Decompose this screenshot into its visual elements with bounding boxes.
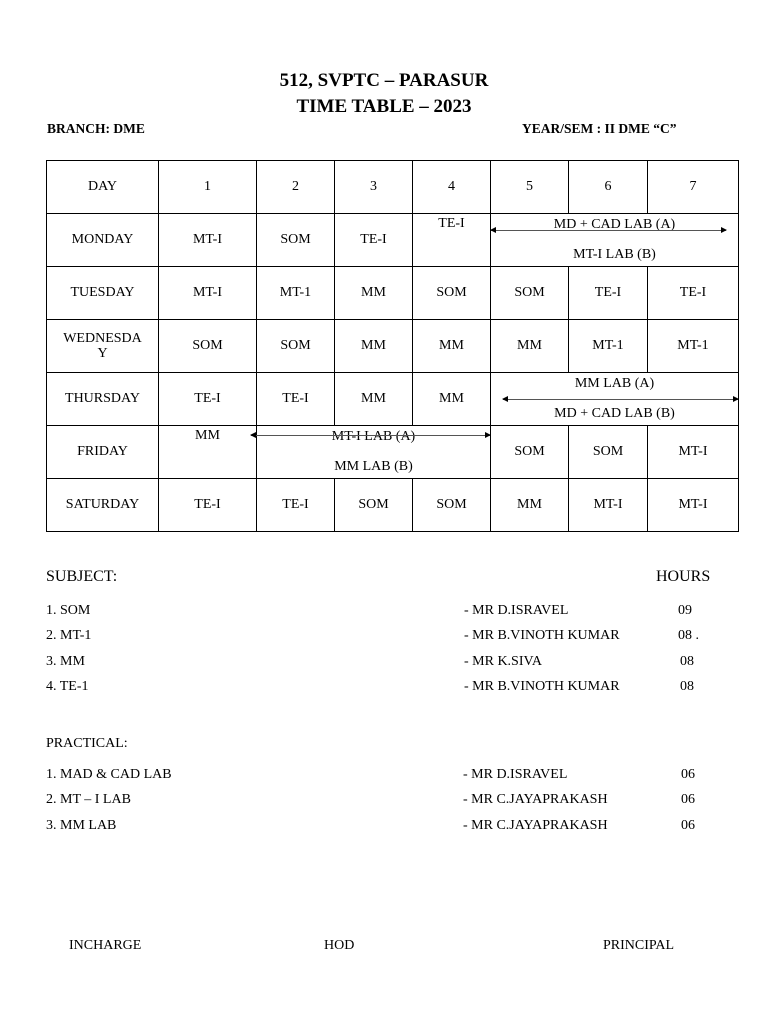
timetable-title: TIME TABLE – 2023 (296, 96, 472, 117)
period-cell: MT-1 (569, 320, 648, 373)
col-header-4: 4 (413, 161, 491, 214)
lab-b-label: MM LAB (B) (334, 458, 413, 474)
practical-staff: - MR D.ISRAVEL (463, 767, 568, 782)
row-monday (47, 214, 739, 267)
period-cell: MM (335, 267, 413, 320)
col-header-6: 6 (569, 161, 648, 214)
incharge-signature-label: INCHARGE (69, 938, 142, 953)
period-cell: MT-1 (257, 267, 335, 320)
lab-a-label: MM LAB (A) (574, 376, 655, 391)
period-cell: SOM (569, 426, 648, 479)
header-row (47, 161, 739, 214)
period-cell: SOM (491, 267, 569, 320)
period-cell: MM (413, 320, 491, 373)
college-title: 512, SVPTC – PARASUR (279, 70, 489, 91)
col-header-7: 7 (648, 161, 739, 214)
period-cell (413, 214, 491, 267)
lab-b-label: MT-I LAB (B) (573, 246, 656, 262)
col-header-day: DAY (47, 161, 159, 214)
period-cell (159, 426, 257, 479)
subject-hours: 08 . (678, 628, 699, 643)
lab-b-label: MD + CAD LAB (B) (554, 405, 675, 421)
lab-a-label: MT-I LAB (A) (331, 429, 416, 444)
period-cell: SOM (413, 479, 491, 532)
subject-name: 4. TE-1 (46, 679, 89, 694)
branch-label: BRANCH: DME (47, 121, 145, 136)
year-sem-label: YEAR/SEM : II DME “C” (522, 121, 677, 136)
row-wednesday (47, 320, 739, 373)
period-cell: TE-I (159, 479, 257, 532)
subject-name: 1. SOM (46, 603, 91, 618)
subject-heading: SUBJECT: (46, 568, 118, 585)
lab-cell (257, 426, 491, 479)
timetable (46, 160, 739, 532)
period-cell: MT-I (159, 214, 257, 267)
period-cell: MT-I (648, 479, 739, 532)
double-arrow-icon (503, 399, 738, 400)
col-header-3: 3 (335, 161, 413, 214)
day-cell: THURSDAY (47, 373, 159, 426)
subject-hours: 08 (680, 654, 694, 669)
period-cell: MM (491, 479, 569, 532)
practical-heading: PRACTICAL: (46, 736, 128, 751)
period-cell: MT-I (569, 479, 648, 532)
practical-hours: 06 (681, 792, 695, 807)
period-text: MM (195, 428, 220, 443)
period-cell: MM (491, 320, 569, 373)
subject-staff: - MR K.SIVA (464, 654, 542, 669)
period-cell: MM (335, 373, 413, 426)
period-cell: TE-I (257, 479, 335, 532)
row-tuesday (47, 267, 739, 320)
period-cell: MT-1 (648, 320, 739, 373)
practical-staff: - MR C.JAYAPRAKASH (463, 792, 608, 807)
subject-staff: - MR B.VINOTH KUMAR (464, 679, 620, 694)
period-cell: MM (413, 373, 491, 426)
period-cell: TE-I (159, 373, 257, 426)
period-cell: SOM (257, 320, 335, 373)
double-arrow-icon (491, 230, 726, 231)
period-cell: SOM (335, 479, 413, 532)
period-cell: SOM (159, 320, 257, 373)
lab-cell (491, 214, 739, 267)
subject-staff: - MR D.ISRAVEL (464, 603, 569, 618)
day-cell: FRIDAY (47, 426, 159, 479)
col-header-5: 5 (491, 161, 569, 214)
subject-name: 3. MM (46, 654, 85, 669)
practical-name: 2. MT – I LAB (46, 792, 131, 807)
col-header-1: 1 (159, 161, 257, 214)
period-cell: TE-I (569, 267, 648, 320)
lab-cell (491, 373, 739, 426)
hours-heading: HOURS (656, 568, 711, 585)
day-cell: SATURDAY (47, 479, 159, 532)
practical-hours: 06 (681, 818, 695, 833)
double-arrow-icon (251, 435, 490, 436)
period-cell: SOM (413, 267, 491, 320)
period-cell: MM (335, 320, 413, 373)
period-cell: TE-I (257, 373, 335, 426)
row-friday (47, 426, 739, 479)
period-cell: TE-I (648, 267, 739, 320)
practical-name: 1. MAD & CAD LAB (46, 767, 172, 782)
period-cell: SOM (257, 214, 335, 267)
subject-name: 2. MT-1 (46, 628, 92, 643)
principal-signature-label: PRINCIPAL (603, 938, 675, 953)
period-cell: MT-I (648, 426, 739, 479)
day-cell: WEDNESDA Y (47, 320, 159, 373)
row-saturday (47, 479, 739, 532)
day-cell: MONDAY (47, 214, 159, 267)
practical-staff: - MR C.JAYAPRAKASH (463, 818, 608, 833)
row-thursday (47, 373, 739, 426)
col-header-2: 2 (257, 161, 335, 214)
practical-name: 3. MM LAB (46, 818, 117, 833)
period-cell: SOM (491, 426, 569, 479)
period-cell: MT-I (159, 267, 257, 320)
subject-hours: 08 (680, 679, 694, 694)
practical-hours: 06 (681, 767, 695, 782)
hod-signature-label: HOD (324, 938, 355, 953)
subject-hours: 09 (678, 603, 692, 618)
period-cell: TE-I (335, 214, 413, 267)
day-cell: TUESDAY (47, 267, 159, 320)
lab-a-label: MD + CAD LAB (A) (553, 217, 676, 232)
period-text: TE-I (438, 216, 465, 231)
subject-staff: - MR B.VINOTH KUMAR (464, 628, 620, 643)
